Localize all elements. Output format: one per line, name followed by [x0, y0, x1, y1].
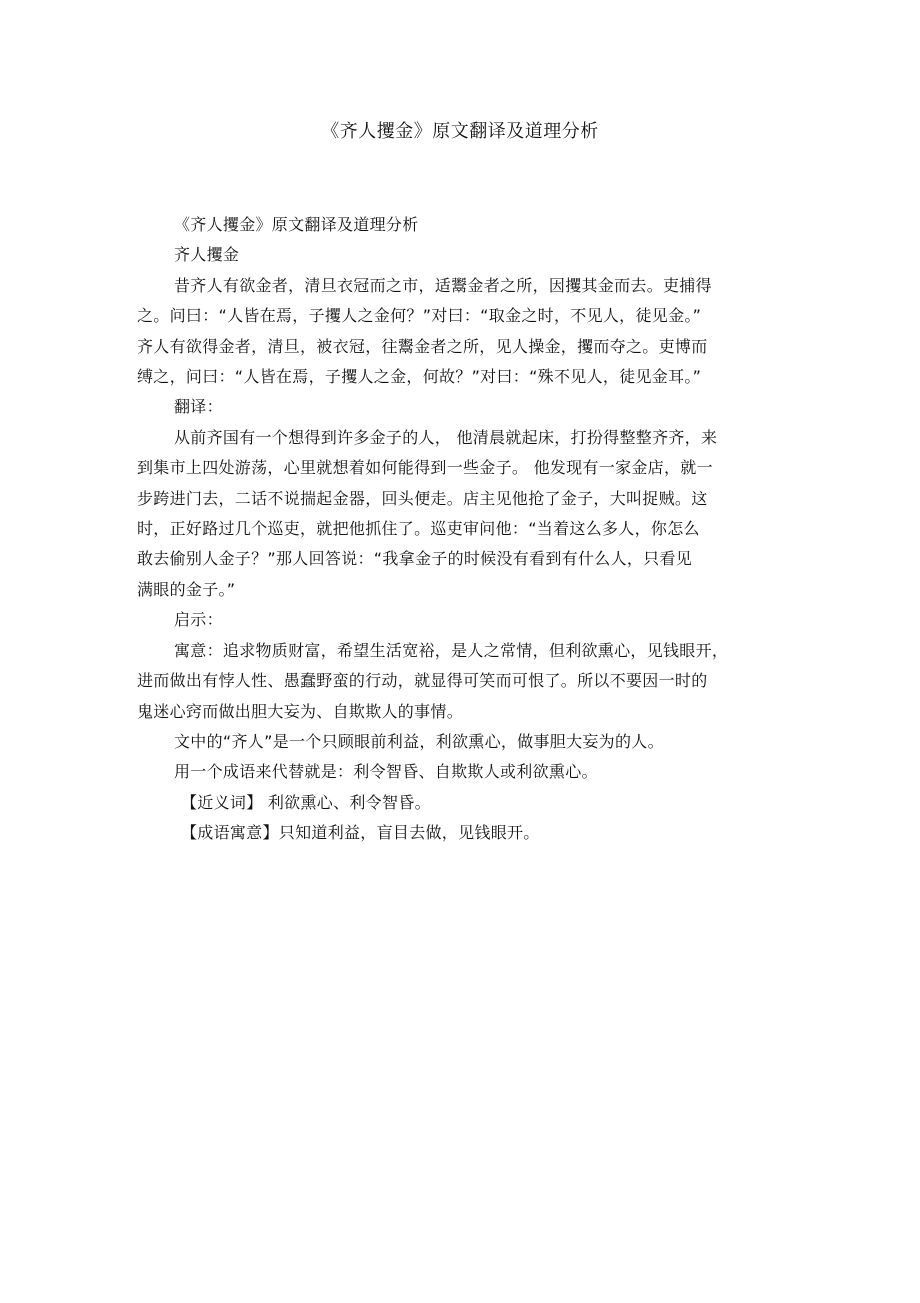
idiom-meaning-line: 【成语寓意】只知道利益，盲目去做，见钱眼开。 — [181, 823, 540, 843]
original-text-heading: 齐人攫金 — [174, 245, 240, 265]
moral-paragraph — [137, 636, 757, 727]
original-line: 之。问曰：“人皆在焉，子攫人之金何？”对曰：“取金之时，不见人，徒见金。” — [137, 306, 702, 326]
original-line: 缚之，问曰：“人皆在焉，子攫人之金，何故？”对曰：“殊不见人，徒见金耳。” — [137, 367, 702, 387]
translation-line: 步跨进门去，二话不说揣起金器，回头便走。店主见他抢了金子，大叫捉贼。这 — [137, 488, 708, 508]
moral-line: 寓意：追求物质财富，希望生活宽裕，是人之常情，但利欲熏心，见钱眼开， — [174, 640, 729, 660]
original-line: 齐人有欲得金者，清旦，被衣冠，往鬻金者之所，见人操金，攫而夺之。吏博而 — [137, 336, 708, 356]
translation-paragraph — [137, 423, 757, 605]
original-line: 昔齐人有欲金者，清旦衣冠而之市，适鬻金者之所，因攫其金而去。吏捕得 — [174, 275, 712, 295]
original-text-paragraph — [137, 271, 757, 393]
document-subtitle: 《齐人攫金》原文翻译及道理分析 — [174, 215, 419, 234]
moral-line: 鬼迷心窍而做出胆大妄为、自欺欺人的事情。 — [137, 701, 464, 721]
translation-line: 到集市上四处游荡，心里就想着如何能得到一些金子。 他发现有一家金店，就一 — [137, 458, 713, 478]
synonyms-line: 【近义词】 利欲熏心、利令智昏。 — [181, 792, 431, 812]
qiren-note: 文中的“齐人”是一个只顾眼前利益，利欲熏心，做事胆大妄为的人。 — [174, 731, 664, 751]
document-body — [137, 210, 757, 849]
idiom-note: 用一个成语来代替就是：利令智昏、自欺欺人或利欲熏心。 — [174, 762, 598, 782]
translation-line: 从前齐国有一个想得到许多金子的人， 他清晨就起床，打扮得整整齐齐，来 — [174, 427, 718, 447]
insight-heading: 启示： — [174, 610, 223, 630]
translation-line: 敢去偷别人金子？”那人回答说：“我拿金子的时候没有看到有什么人，只看见 — [137, 549, 693, 569]
moral-line: 进而做出有悖人性、愚蠢野蛮的行动，就显得可笑而可恨了。所以不要因一时的 — [137, 671, 708, 691]
translation-heading: 翻译： — [174, 397, 223, 417]
translation-line: 时，正好路过几个巡吏，就把他抓住了。巡吏审问他：“当着这么多人，你怎么 — [137, 519, 700, 539]
translation-line: 满眼的金子。” — [137, 579, 236, 599]
page-title: 《齐人攫金》原文翻译及道理分析 — [321, 121, 599, 142]
